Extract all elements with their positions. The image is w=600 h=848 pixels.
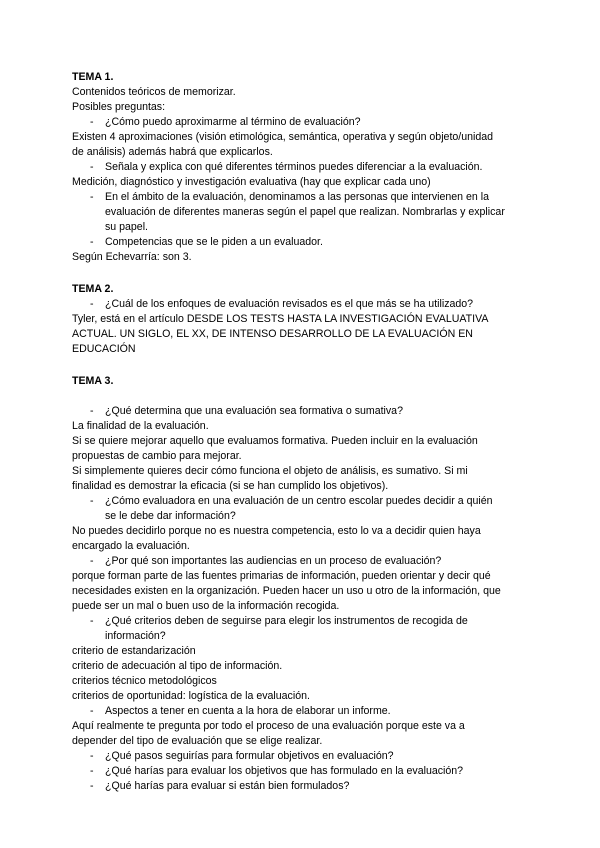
bullet-dash: - [90, 236, 94, 248]
tema3-question-7: - ¿Qué harías para evaluar los objetivos que has formulado en la evaluación? [90, 765, 464, 777]
bullet-dash: - [90, 555, 94, 567]
tema1-answer-1-line-2: de análisis) además habrá que explicarlos. [72, 146, 273, 158]
tema2-heading: TEMA 2. [72, 283, 114, 295]
tema1-answer-2: Medición, diagnóstico y investigación evaluativa (hay que explicar cada uno) [72, 176, 431, 188]
tema3-answer-4-line-1: criterio de estandarización [72, 645, 196, 657]
tema1-heading: TEMA 1. [72, 71, 114, 83]
bullet-dash: - [90, 750, 94, 762]
tema3-answer-2-line-2: encargado la evaluación. [72, 540, 190, 552]
tema1-question-1: - ¿Cómo puedo aproximarme al término de evaluación? [90, 116, 361, 128]
tema1-question-3-line-2: evaluación de diferentes maneras según el papel que realizan. Nombrarlas y explicar [105, 206, 505, 218]
tema3-question-6: - ¿Qué pasos seguirías para formular objetivos en evaluación? [90, 750, 394, 762]
tema3-answer-1-line-3: propuestas de cambio para mejorar. [72, 450, 242, 462]
tema2-answer-1-line-2: ACTUAL. UN SIGLO, EL XX, DE INTENSO DESARROLLO DE LA EVALUACIÓN EN [72, 328, 473, 340]
tema1-question-3-line-3: su papel. [105, 221, 148, 233]
bullet-dash: - [90, 191, 94, 203]
bullet-dash: - [90, 615, 94, 627]
tema3-question-4: - ¿Qué criterios deben de seguirse para elegir los instrumentos de recogida de [90, 615, 468, 627]
tema3-answer-4-line-2: criterio de adecuación al tipo de información. [72, 660, 283, 672]
tema3-answer-1-line-2: Si se quiere mejorar aquello que evaluamos formativa. Pueden incluir en la evaluación [72, 435, 478, 447]
tema1-answer-1-line-1: Existen 4 aproximaciones (visión etimológica, semántica, operativa y según objeto/unidad [72, 131, 494, 143]
bullet-dash: - [90, 780, 94, 792]
tema3-question-3: - ¿Por qué son importantes las audiencias en un proceso de evaluación? [90, 555, 442, 567]
tema3-answer-2-line-1: No puedes decidirlo porque no es nuestra competencia, esto lo va a decidir quien haya [72, 525, 481, 537]
tema3-answer-4-line-4: criterios de oportunidad: logística de la evaluación. [72, 690, 310, 702]
tema3-question-2-line-2: se le debe dar información? [105, 510, 236, 522]
tema3-answer-5-line-1: Aquí realmente te pregunta por todo el proceso de una evaluación porque este va a [72, 720, 465, 732]
tema3-question-8: - ¿Qué harías para evaluar si están bien formulados? [90, 780, 350, 792]
tema3-answer-5-line-2: depender del tipo de evaluación que se elige realizar. [72, 735, 323, 747]
bullet-dash: - [90, 705, 94, 717]
tema1-intro-contenidos: Contenidos teóricos de memorizar. [72, 86, 236, 98]
tema3-answer-3-line-1: porque forman parte de las fuentes primarias de información, pueden orientar y decir qué [72, 570, 491, 582]
bullet-dash: - [90, 298, 94, 310]
tema2-question-1: - ¿Cuál de los enfoques de evaluación revisados es el que más se ha utilizado? [90, 298, 474, 310]
bullet-dash: - [90, 495, 94, 507]
bullet-dash: - [90, 116, 94, 128]
tema3-answer-3-line-2: necesidades existen en la organización. Pueden hacer un uso u otro de la información, que [72, 585, 501, 597]
tema3-question-4-line-2: información? [105, 630, 166, 642]
tema2-answer-1-line-1: Tyler, está en el artículo DESDE LOS TESTS HASTA LA INVESTIGACIÓN EVALUATIVA [72, 313, 489, 325]
tema3-question-1: - ¿Qué determina que una evaluación sea formativa o sumativa? [90, 405, 403, 417]
tema3-answer-1-line-4: Si simplemente quieres decir cómo funciona el objeto de análisis, es sumativo. Si mi [72, 465, 468, 477]
bullet-dash: - [90, 161, 94, 173]
tema1-question-4: - Competencias que se le piden a un evaluador. [90, 236, 323, 248]
document-page [72, 70, 542, 794]
bullet-dash: - [90, 765, 94, 777]
tema1-question-3: - En el ámbito de la evaluación, denominamos a las personas que intervienen en la [90, 191, 489, 203]
tema1-question-2: - Señala y explica con qué diferentes términos puedes diferenciar a la evaluación. [90, 161, 483, 173]
tema1-answer-4: Según Echevarría: son 3. [72, 251, 192, 263]
tema3-answer-1-line-5: finalidad es demostrar la eficacia (si se han cumplido los objetivos). [72, 480, 389, 492]
tema3-answer-3-line-3: puede ser un mal o buen uso de la información recogida. [72, 600, 340, 612]
tema1-intro-preguntas: Posibles preguntas: [72, 101, 166, 113]
tema2-answer-1-line-3: EDUCACIÓN [72, 343, 136, 355]
bullet-dash: - [90, 405, 94, 417]
tema3-question-2: - ¿Cómo evaluadora en una evaluación de un centro escolar puedes decidir a quién [90, 495, 493, 507]
tema3-answer-4-line-3: criterios técnico metodológicos [72, 675, 217, 687]
tema3-question-5: - Aspectos a tener en cuenta a la hora de elaborar un informe. [90, 705, 391, 717]
tema3-answer-1-line-1: La finalidad de la evaluación. [72, 420, 209, 432]
tema3-heading: TEMA 3. [72, 375, 114, 387]
